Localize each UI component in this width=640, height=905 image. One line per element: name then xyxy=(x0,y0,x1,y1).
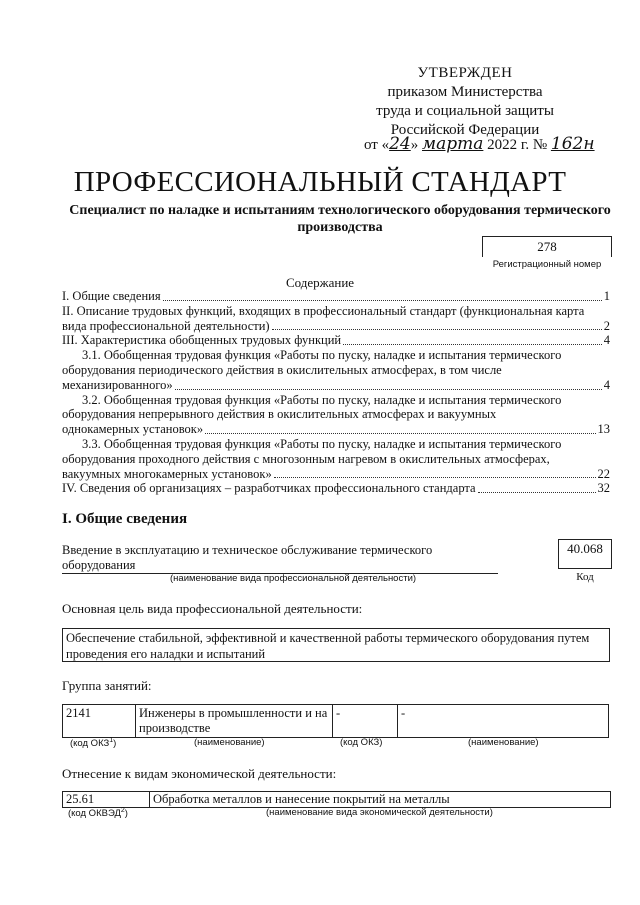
code-label: Код xyxy=(576,571,594,583)
table-of-contents xyxy=(62,289,610,496)
econ-table xyxy=(62,791,611,808)
label-text: ) xyxy=(124,808,128,820)
toc-item-text: IV. Сведения об организациях – разработчиках профессионального стандарта xyxy=(62,481,476,496)
toc-item-text: II. Описание трудовых функций, входящих в профессиональный стандарт (функциональная карта xyxy=(62,303,585,318)
econ-code-label xyxy=(68,807,128,819)
toc-item-text: вида профессиональной деятельности) xyxy=(62,318,270,333)
date-year: 2022 г. № xyxy=(483,137,551,153)
occ-name2-label: (наименование) xyxy=(468,737,539,748)
occ-name2-cell: - xyxy=(398,705,609,738)
toc-item-page: 1 xyxy=(603,289,610,303)
econ-code-cell: 25.61 xyxy=(63,792,150,808)
occ-code-cell: 2141 xyxy=(63,705,136,738)
activity-name: Введение в эксплуатацию и техническое обслуживание термического оборудования xyxy=(62,543,498,574)
label-text: (код ОКЗ xyxy=(70,738,110,750)
toc-item-page: 22 xyxy=(597,466,610,481)
order-date-line xyxy=(364,134,595,154)
date-mid: » xyxy=(410,137,422,153)
toc-item-page: 4 xyxy=(603,333,610,348)
toc-item-text: 3.3. Обобщенная трудовая функция «Работы по пуску, наладке и испытания термического xyxy=(82,436,562,451)
activity-code: 40.068 xyxy=(558,539,612,569)
occ-code2-cell: - xyxy=(333,705,398,738)
toc-item-text: оборудования непрерывного действия в окислительных атмосферах и вакуумных xyxy=(62,407,497,422)
registration-number-box: 278 xyxy=(482,236,612,257)
toc-item-text: оборудования проходного действия с многозонным нагревом в окислительных атмосферах, xyxy=(62,451,550,466)
date-day: 24 xyxy=(389,134,411,154)
toc-title: Содержание xyxy=(285,275,355,290)
order-number: 162н xyxy=(550,134,595,154)
toc-item-1[interactable] xyxy=(62,289,610,304)
label-text: (код ОКВЭД xyxy=(68,808,121,820)
occupation-table xyxy=(62,704,609,738)
occ-code-label xyxy=(70,737,116,749)
page-title: ПРОФЕССИОНАЛЬНЫЙ СТАНДАРТ xyxy=(73,166,567,198)
toc-item-text: III. Характеристика обобщенных трудовых функций xyxy=(62,333,342,348)
goal-label: Основная цель вида профессиональной деятельности: xyxy=(62,601,363,616)
footnote-mark: 1 xyxy=(109,737,114,744)
label-text: ) xyxy=(113,738,117,750)
date-month: марта xyxy=(422,134,484,154)
toc-item-page: 13 xyxy=(597,422,610,437)
econ-name-cell: Обработка металлов и нанесение покрытий на металлы xyxy=(150,792,611,808)
toc-item-page: 2 xyxy=(603,318,610,333)
toc-item-text: оборудования периодического действия в окислительных атмосферах, в том числе xyxy=(62,362,502,377)
approval-block xyxy=(330,64,600,140)
toc-item-3-3[interactable] xyxy=(62,437,610,481)
toc-item-text: I. Общие сведения xyxy=(62,289,161,303)
goal-text: Обеспечение стабильной, эффективной и качественной работы термического оборудования путем проведения его наладки и испытаний xyxy=(62,628,610,662)
table-row xyxy=(63,705,609,738)
occ-code2-label: (код ОКЗ) xyxy=(340,737,383,748)
toc-item-text: 3.2. Обобщенная трудовая функция «Работы по пуску, наладке и испытания термического xyxy=(82,392,562,407)
activity-label: (наименование вида профессиональной деятельности) xyxy=(170,573,417,584)
group-label: Группа занятий: xyxy=(62,678,152,693)
occ-name-cell: Инженеры в промышленности и на производстве xyxy=(136,705,333,738)
toc-item-3-1[interactable] xyxy=(62,348,610,392)
registration-label: Регистрационный номер xyxy=(492,259,602,270)
table-row xyxy=(63,792,611,808)
toc-item-text: 3.1. Обобщенная трудовая функция «Работы по пуску, наладке и испытания термического xyxy=(82,348,562,363)
toc-item-page: 4 xyxy=(603,377,610,392)
econ-label: Отнесение к видам экономической деятельности: xyxy=(62,766,337,781)
section-heading: I. Общие сведения xyxy=(62,511,188,527)
approval-line-3: Российской Федерации xyxy=(390,122,540,138)
econ-name-label: (наименование вида экономической деятельности) xyxy=(266,807,493,818)
toc-item-4[interactable] xyxy=(62,481,610,496)
approval-heading: УТВЕРЖДЕН xyxy=(417,65,513,81)
approval-line-2: труда и социальной защиты xyxy=(376,103,554,119)
page-subtitle: Специалист по наладке и испытаниям технологического оборудования термического производства xyxy=(69,203,611,235)
approval-line-1: приказом Министерства xyxy=(387,84,543,100)
toc-item-2[interactable] xyxy=(62,304,610,334)
toc-item-3[interactable] xyxy=(62,333,610,348)
footnote-mark: 2 xyxy=(120,807,125,814)
toc-item-3-2[interactable] xyxy=(62,393,610,437)
date-prefix: от « xyxy=(364,137,390,153)
toc-item-text: механизированного» xyxy=(62,377,173,392)
toc-item-text: вакуумных многокамерных установок» xyxy=(62,466,272,481)
toc-item-page: 32 xyxy=(597,481,610,496)
occ-name-label: (наименование) xyxy=(194,737,265,748)
toc-item-text: однокамерных установок» xyxy=(62,422,204,437)
